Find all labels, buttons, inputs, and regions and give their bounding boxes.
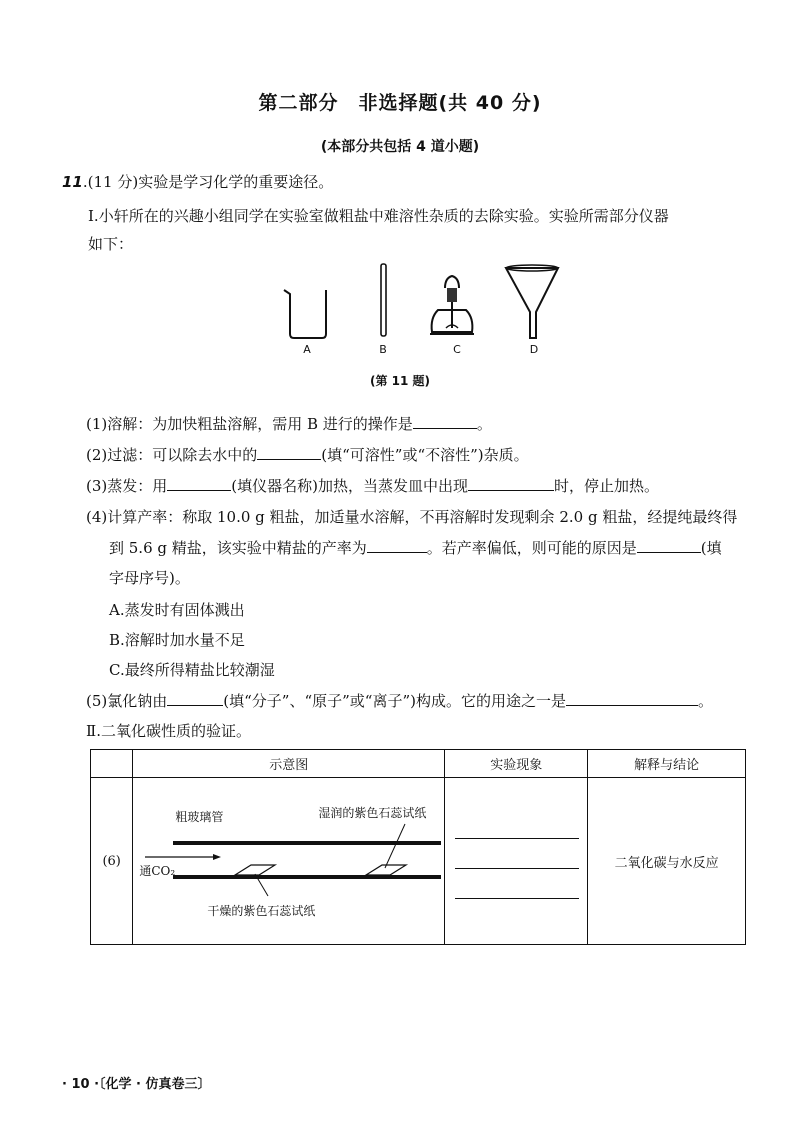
answer-blank-5b[interactable] [566,691,698,706]
answer-blank-1[interactable] [413,414,477,429]
figure-label-b: B [379,343,387,356]
subquestion-2 [86,444,529,465]
subquestion-5-text: (5)氯化钠由 [86,692,168,710]
co2-tube-diagram [133,778,444,944]
part1-text: Ⅰ.小轩所在的兴趣小组同学在实验室做粗盐中难溶性杂质的去除实验。实验所需部分仪器 [88,207,669,225]
phenomenon-blank-2[interactable] [455,868,579,869]
subquestion-4-end: (填 [700,539,722,557]
subquestion-2-end: (填“可溶性”或“不溶性”)杂质。 [321,446,529,464]
experiment-table [90,749,746,945]
figure-label-d: D [529,343,539,356]
beaker-icon [284,290,326,338]
answer-blank-3a[interactable] [167,476,231,491]
option-c: C.最终所得精盐比较潮湿 [109,661,275,679]
subquestion-3 [86,475,659,496]
phenomenon-blank-3[interactable] [455,898,579,899]
figure-label-c: C [453,343,461,356]
row-label: (6) [91,778,133,945]
answer-blank-5a[interactable] [167,691,223,706]
page-footer: · 10 ·〔化学 · 仿真卷三〕 [62,1077,211,1092]
subquestion-5 [86,690,713,711]
part1-text-cont: 如下： [88,235,134,253]
subquestion-1-end: 。 [476,415,492,433]
page-title: 第二部分 非选择题(共 40 分) [258,92,542,114]
subquestion-3-end: 时，停止加热。 [553,477,659,495]
subquestion-1-text: (1)溶解：为加快粗盐溶解，需用 B 进行的操作是 [86,415,413,433]
option-a: A.蒸发时有固体溅出 [109,601,245,619]
subquestion-4-line3: 字母序号)。 [109,569,190,587]
apparatus-figure [270,258,560,340]
phenomenon-cell [445,778,588,945]
co2-diagram-cell [133,778,445,945]
phenomenon-blank-1[interactable] [455,838,579,839]
question-number: 11 [62,173,83,191]
subquestion-1 [86,413,492,434]
table-header-row [91,750,746,778]
subquestion-3-mid: (填仪器名称)加热，当蒸发皿中出现 [231,477,468,495]
subquestion-5-end: 。 [697,692,713,710]
subquestion-4-mid: 。若产率偏低，则可能的原因是 [426,539,637,557]
dry-paper-label: 干燥的紫色石蕊试纸 [207,904,316,918]
section-subtitle: (本部分共包括 4 道小题) [320,139,480,155]
table-header-diagram: 示意图 [133,750,445,778]
glass-rod-icon [381,264,386,336]
conclusion-cell: 二氧化碳与水反应 [588,778,746,945]
answer-blank-4a[interactable] [367,538,427,553]
option-b: B.溶解时加水量不足 [109,631,245,649]
tube-label: 粗玻璃管 [175,810,224,824]
subquestion-4-line1: (4)计算产率：称取 10.0 g 粗盐，加适量水溶解，不再溶解时发现剩余 2.0 g 粗盐，经提纯最终得 [86,508,738,526]
table-row [91,778,746,945]
wet-paper-label: 湿润的紫色石蕊试纸 [318,806,427,820]
table-header-phenomenon: 实验现象 [445,750,588,778]
alcohol-lamp-icon [430,276,474,334]
gas-inlet-label: 通CO₂ [139,864,176,878]
figure-caption: (第 11 题) [369,374,431,388]
funnel-icon [506,265,558,338]
table-header-blank [91,750,133,778]
subquestion-4-text: 到 5.6 g 精盐，该实验中精盐的产率为 [109,539,367,557]
question-intro [62,171,333,192]
subquestion-4-line2 [109,537,722,558]
subquestion-2-text: (2)过滤：可以除去水中的 [86,446,258,464]
figure-label-a: A [303,343,311,356]
subquestion-5-mid: (填“分子”、“原子”或“离子”)构成。它的用途之一是 [223,692,566,710]
table-header-conclusion: 解释与结论 [588,750,746,778]
answer-blank-2[interactable] [257,445,321,460]
answer-blank-4b[interactable] [637,538,701,553]
subquestion-3-text: (3)蒸发：用 [86,477,168,495]
answer-blank-3b[interactable] [468,476,554,491]
question-intro-text: .(11 分)实验是学习化学的重要途径。 [82,173,334,191]
part2-text: Ⅱ.二氧化碳性质的验证。 [86,722,251,740]
